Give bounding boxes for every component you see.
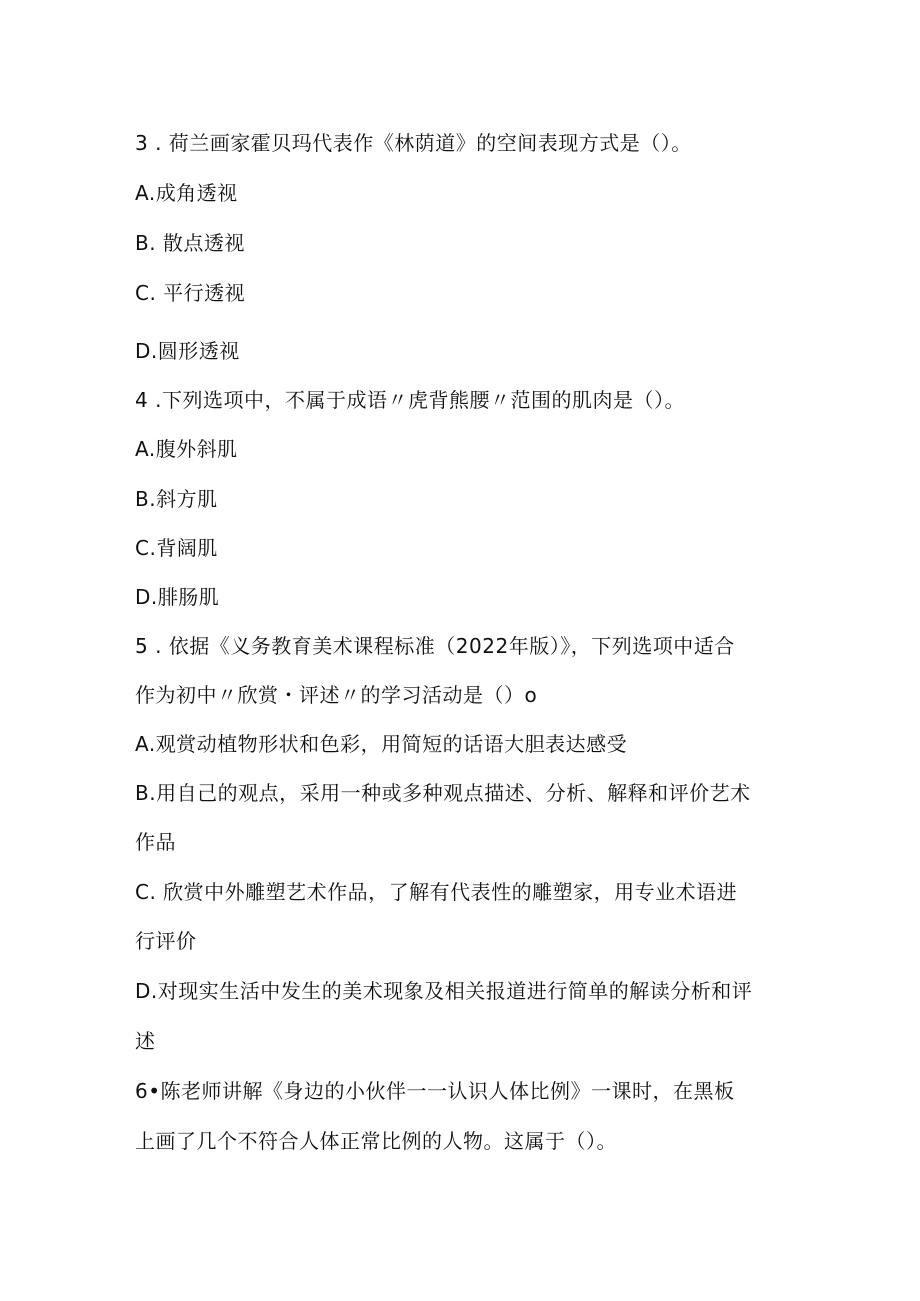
question-5-stem-line-2: 作为初中〃欣赏・评述〃的学习活动是（）o [135,683,538,707]
question-4-option-b: B.斜方肌 [135,487,218,511]
question-3-option-d: D.圆形透视 [135,339,240,363]
question-3-stem: 3 . 荷兰画家霍贝玛代表作《林荫道》的空间表现方式是（）。 [135,131,692,155]
question-5-option-c-line-1: C. 欣赏中外雕塑艺术作品，了解有代表性的雕塑家，用专业术语进 [135,880,738,904]
question-5-option-b-line-1: B.用自己的观点，采用一种或多种观点描述、分析、解释和评价艺术 [135,781,751,805]
question-4-option-a: A.腹外斜肌 [135,437,238,461]
question-3-option-a: A.成角透视 [135,181,238,205]
question-5-option-d-line-2: 述 [135,1029,156,1053]
question-5-option-a: A.观赏动植物形状和色彩，用简短的话语大胆表达感受 [135,732,628,756]
question-4-stem: 4 .下列选项中，不属于成语〃虎背熊腰〃范围的肌肉是（）。 [135,388,685,412]
question-5-option-c-line-2: 行评价 [135,929,197,953]
question-5-option-b-line-2: 作品 [135,830,176,854]
question-6-stem-line-1: 6•陈老师讲解《身边的小伙伴一一认识人体比例》一课时，在黑板 [135,1079,735,1103]
question-6-stem-line-2: 上画了几个不符合人体正常比例的人物。这属于（）。 [135,1129,617,1153]
question-5-option-d-line-1: D.对现实生活中发生的美术现象及相关报道进行简单的解读分析和评 [135,979,753,1003]
question-4-option-d: D.腓肠肌 [135,585,220,609]
question-3-option-c: C. 平行透视 [135,281,246,305]
question-3-option-b: B. 散点透视 [135,231,245,255]
question-5-stem-line-1: 5 . 依据《义务教育美术课程标准（2022年版）》，下列选项中适合 [135,634,735,658]
question-4-option-c: C.背阔肌 [135,536,218,560]
